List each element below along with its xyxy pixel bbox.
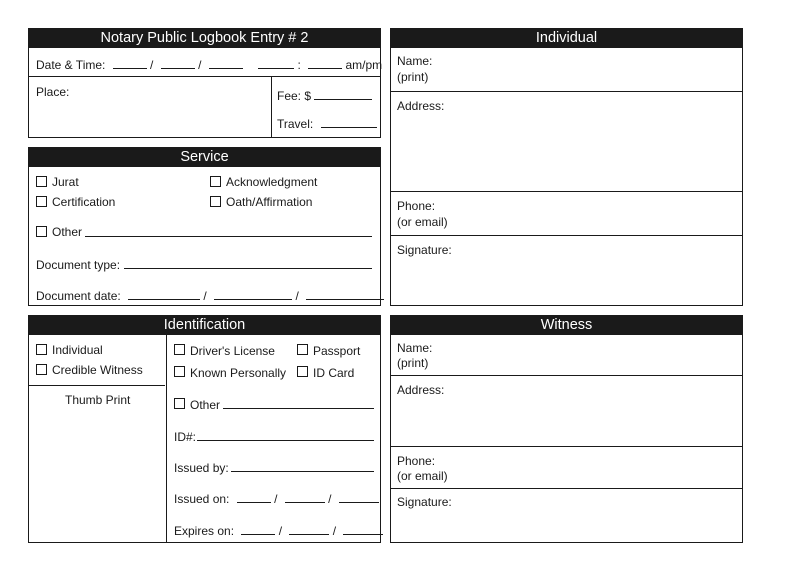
expires-on-year-field[interactable]	[343, 524, 383, 535]
divider	[29, 76, 380, 77]
id-card-checkbox[interactable]	[297, 366, 308, 377]
known-personally-label: Known Personally	[190, 366, 287, 380]
expires-on-row	[174, 524, 383, 538]
date-time-row	[36, 58, 382, 72]
issued-by-field[interactable]	[231, 461, 374, 472]
id-number-field[interactable]	[197, 430, 374, 441]
drivers-license-checkbox[interactable]	[174, 344, 185, 355]
place-label: Place:	[36, 85, 70, 99]
date-sep-1: /	[274, 492, 278, 506]
expires-on-month-field[interactable]	[241, 524, 275, 535]
witness-name-label: Name:	[397, 341, 433, 355]
divider	[391, 191, 742, 192]
issued-on-month-field[interactable]	[237, 492, 271, 503]
acknowledgment-checkbox[interactable]	[210, 176, 221, 187]
individual-label: Individual	[52, 343, 103, 357]
divider	[166, 335, 167, 542]
expires-on-day-field[interactable]	[289, 524, 329, 535]
service-other-checkbox[interactable]	[36, 226, 47, 237]
witness-address-label: Address:	[397, 383, 445, 397]
issued-on-day-field[interactable]	[285, 492, 325, 503]
divider	[391, 446, 742, 447]
document-date-year-field[interactable]	[306, 289, 384, 300]
logbook-entry-title: Notary Public Logbook Entry # 2	[29, 29, 380, 48]
identification-box	[28, 315, 381, 543]
credible-witness-checkbox[interactable]	[36, 364, 47, 375]
divider	[391, 91, 742, 92]
expires-on-label: Expires on:	[174, 524, 235, 538]
date-sep-1: /	[278, 524, 283, 538]
service-other-field[interactable]	[85, 226, 372, 237]
individual-print-note: (print)	[397, 70, 429, 84]
individual-email-note: (or email)	[397, 215, 448, 229]
service-title: Service	[29, 148, 380, 167]
service-box	[28, 147, 381, 306]
id-number-label: ID#:	[174, 430, 197, 444]
document-type-label: Document type:	[36, 258, 121, 272]
witness-email-note: (or email)	[397, 469, 448, 483]
passport-checkbox[interactable]	[297, 344, 308, 355]
credible-witness-label: Credible Witness	[52, 363, 143, 377]
time-hour-field[interactable]	[258, 58, 294, 69]
witness-signature-label: Signature:	[397, 495, 452, 509]
individual-name-label: Name:	[397, 54, 433, 68]
travel-label: Travel:	[277, 117, 314, 131]
fee-label: Fee: $	[277, 89, 312, 103]
date-sep-2: /	[328, 492, 332, 506]
witness-print-note: (print)	[397, 356, 429, 370]
document-date-day-field[interactable]	[214, 289, 292, 300]
divider	[391, 235, 742, 236]
individual-address-label: Address:	[397, 99, 445, 113]
passport-label: Passport	[313, 344, 361, 358]
logbook-entry-box	[28, 28, 381, 138]
issued-on-label: Issued on:	[174, 492, 230, 506]
document-date-row	[36, 289, 384, 303]
certification-checkbox[interactable]	[36, 196, 47, 207]
individual-checkbox[interactable]	[36, 344, 47, 355]
service-other-label: Other	[52, 225, 83, 239]
divider	[271, 76, 272, 137]
witness-box	[390, 315, 743, 543]
certification-label: Certification	[52, 195, 116, 209]
travel-row	[277, 117, 377, 131]
issued-on-year-field[interactable]	[339, 492, 379, 503]
fee-field[interactable]	[314, 89, 372, 100]
fee-row	[277, 89, 372, 103]
time-minute-field[interactable]	[308, 58, 342, 69]
document-type-field[interactable]	[124, 258, 372, 269]
drivers-license-label: Driver's License	[190, 344, 275, 358]
date-sep-2: /	[198, 58, 202, 72]
id-other-label: Other	[190, 398, 221, 412]
am-pm-label: am/pm	[345, 58, 383, 72]
id-other-checkbox[interactable]	[174, 398, 185, 409]
jurat-label: Jurat	[52, 175, 79, 189]
individual-title: Individual	[391, 29, 742, 48]
divider	[29, 385, 165, 386]
individual-box	[390, 28, 743, 306]
date-sep-2: /	[332, 524, 337, 538]
document-date-label: Document date:	[36, 289, 121, 303]
divider	[391, 375, 742, 376]
date-month-field[interactable]	[113, 58, 147, 69]
thumb-print-area[interactable]	[31, 411, 163, 539]
date-day-field[interactable]	[161, 58, 195, 69]
oath-affirmation-label: Oath/Affirmation	[226, 195, 313, 209]
identification-title: Identification	[29, 316, 380, 335]
individual-phone-label: Phone:	[397, 199, 436, 213]
divider	[391, 488, 742, 489]
date-time-label: Date & Time:	[36, 58, 106, 72]
acknowledgment-label: Acknowledgment	[226, 175, 318, 189]
issued-on-row	[174, 492, 379, 506]
document-date-month-field[interactable]	[128, 289, 200, 300]
jurat-checkbox[interactable]	[36, 176, 47, 187]
date-sep-1: /	[150, 58, 154, 72]
date-sep-1: /	[203, 289, 207, 303]
id-card-label: ID Card	[313, 366, 355, 380]
travel-field[interactable]	[321, 117, 377, 128]
oath-affirmation-checkbox[interactable]	[210, 196, 221, 207]
issued-by-label: Issued by:	[174, 461, 229, 475]
id-other-field[interactable]	[223, 398, 374, 409]
witness-title: Witness	[391, 316, 742, 335]
thumb-print-label: Thumb Print	[65, 393, 131, 407]
time-colon: :	[297, 58, 301, 72]
date-sep-2: /	[295, 289, 299, 303]
individual-signature-label: Signature:	[397, 243, 452, 257]
known-personally-checkbox[interactable]	[174, 366, 185, 377]
witness-phone-label: Phone:	[397, 454, 436, 468]
date-year-field[interactable]	[209, 58, 243, 69]
